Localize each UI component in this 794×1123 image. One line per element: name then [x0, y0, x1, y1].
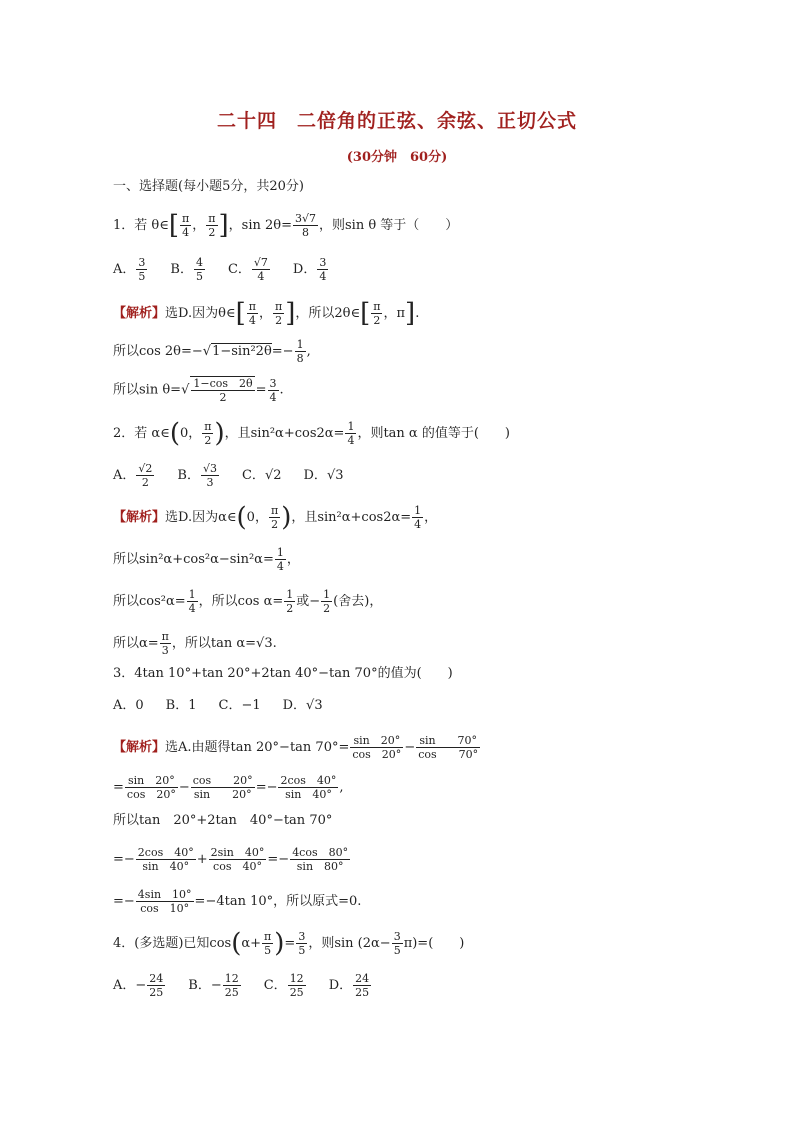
solution-3-line-3: 所以tan 20°+2tan 40°−tan 70°: [113, 813, 333, 828]
page-title: 二十四 二倍角的正弦、余弦、正切公式: [216, 110, 577, 132]
solution-2-line-3: 所以cos²α= $\frac{1}{4}$ ，所以cos α= $\frac{1}{2}$ 或− $\frac{1}{2}$ (舍去)，: [113, 588, 383, 615]
solution-3-line-4: =− $\frac{2\cos 40^\circ}{\sin 40^\circ}$ + $\frac{2\sin 40^\circ}{\cos 40^\circ}$ =− $\frac{4\cos 80^\circ}{\sin 80^\circ}$: [113, 846, 349, 873]
question-2-options: A． $\frac{√2}{2}$ B． $\frac{√3}{3}$ C．√2 D．√3: [113, 462, 344, 489]
question-3-stem: 3．4tan 10°+tan 20°+2tan 40°−tan 70°的值为( ): [113, 666, 453, 681]
solution-3-line-5: =− $\frac{4\sin 10^\circ}{\cos 10^\circ}$ =−4tan 10°，所以原式=0.: [113, 888, 362, 915]
solution-tag: 【解析】: [113, 306, 166, 321]
solution-3-line-2: = $\frac{\sin 20^\circ}{\cos 20^\circ}$ − $\frac{\cos 20^\circ}{\sin 20^\circ}$ =− $\frac{2\cos 40^\circ}{\sin 40^\circ}$ ,: [113, 774, 344, 801]
question-1-options: A． $\frac{3}{5}$ B． $\frac{4}{5}$ C． $\frac{√7}{4}$ D． $\frac{3}{4}$: [113, 256, 327, 283]
solution-1-line-3: 所以sin θ=√ $\frac{1-\cos 2\theta}{2}$ = $\frac{3}{4}$ .: [113, 376, 284, 404]
question-4-options: A．− $\frac{24}{25}$ B．− $\frac{12}{25}$ C． $\frac{12}{25}$ D． $\frac{24}{25}$: [113, 972, 370, 999]
solution-3-line-1: 【解析】选A.由题得tan 20°−tan 70°= $\frac{\sin 20^\circ}{\cos 20^\circ}$ − $\frac{\sin 70^\circ}{\cos 70^\circ}$: [113, 734, 479, 761]
solution-2-line-4: 所以α= $\frac{\pi}{3}$ ，所以tan α=√3.: [113, 630, 277, 657]
question-4-stem: 4．(多选题)已知cos(α+ $\frac{\pi}{5}$ )= $\frac{3}{5}$ ，则sin (2α− $\frac{3}{5}$ π)=( ): [113, 928, 465, 959]
solution-2-line-1: 【解析】选D.因为α∈(0， $\frac{\pi}{2}$ )，且sin²α+cos2α= $\frac{1}{4}$ ，: [113, 502, 438, 533]
solution-tag: 【解析】: [113, 510, 166, 525]
question-2-stem: 2．若 α∈(0， $\frac{\pi}{2}$ )，且sin²α+cos2α= $\frac{1}{4}$ ，则tan α 的值等于( ): [113, 418, 510, 449]
solution-1-line-1: 【解析】选D.因为θ∈[ $\frac{\pi}{4}$ ， $\frac{\pi}{2}$ ]，所以2θ∈[ $\frac{\pi}{2}$ ，π].: [113, 298, 420, 329]
question-1-stem: 1．若 θ∈[ $\frac{\pi}{4}$ ， $\frac{\pi}{2}$ ]，sin 2θ= $\frac{3√7}{8}$ ，则sin θ 等于（ ）: [113, 210, 459, 241]
solution-tag: 【解析】: [113, 740, 166, 755]
solution-2-line-2: 所以sin²α+cos²α−sin²α= $\frac{1}{4}$ ，: [113, 546, 300, 573]
question-3-options: A．0 B．1 C．−1 D．√3: [113, 698, 323, 713]
section-heading: 一、选择题(每小题5分，共20分): [113, 179, 304, 194]
time-score: (30分钟 60分): [346, 150, 448, 165]
solution-1-line-2: 所以cos 2θ=−√1−sin²2θ=− $\frac{1}{8}$ ,: [113, 338, 311, 365]
